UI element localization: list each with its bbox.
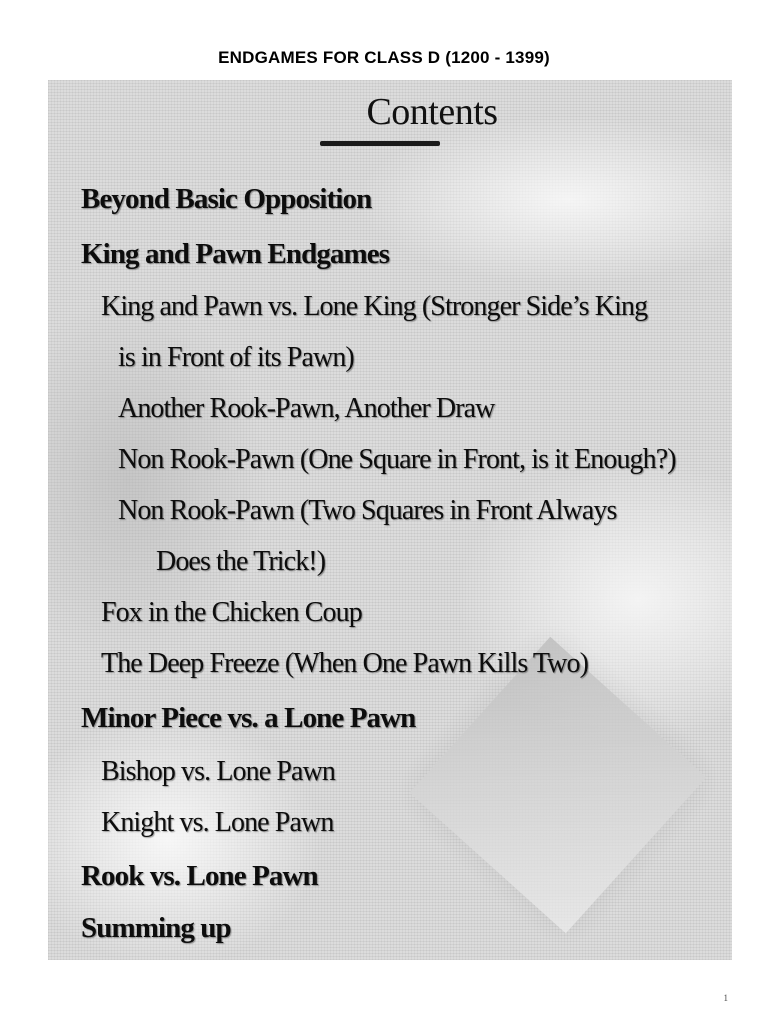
toc-entry: The Deep Freeze (When One Pawn Kills Two) <box>101 648 589 679</box>
document-header-title: ENDGAMES FOR CLASS D (1200 - 1399) <box>218 48 550 67</box>
toc-entry: Does the Trick!) <box>156 546 326 577</box>
toc-entry: Beyond Basic Opposition <box>81 183 372 215</box>
contents-heading-underline <box>320 141 440 146</box>
toc-entry: Non Rook-Pawn (Two Squares in Front Always <box>118 495 617 526</box>
toc-entry: Bishop vs. Lone Pawn <box>101 756 336 787</box>
toc-entry: Rook vs. Lone Pawn <box>81 860 318 892</box>
contents-heading: Contents <box>366 91 498 133</box>
toc-entry: King and Pawn Endgames <box>81 238 390 270</box>
toc-entry: Minor Piece vs. a Lone Pawn <box>81 702 416 734</box>
toc-entry: King and Pawn vs. Lone King (Stronger Side’s King <box>101 291 648 322</box>
toc-entry: Knight vs. Lone Pawn <box>101 807 334 838</box>
scanned-contents-page <box>48 80 732 960</box>
toc-entry: Another Rook-Pawn, Another Draw <box>118 393 495 424</box>
page-number: 1 <box>723 993 728 1003</box>
toc-entry: Non Rook-Pawn (One Square in Front, is it Enough?) <box>118 444 676 475</box>
decorative-diamond-shape <box>410 637 707 934</box>
toc-entry: Summing up <box>81 912 231 944</box>
toc-entry: is in Front of its Pawn) <box>118 342 354 373</box>
toc-entry: Fox in the Chicken Coup <box>101 597 362 628</box>
